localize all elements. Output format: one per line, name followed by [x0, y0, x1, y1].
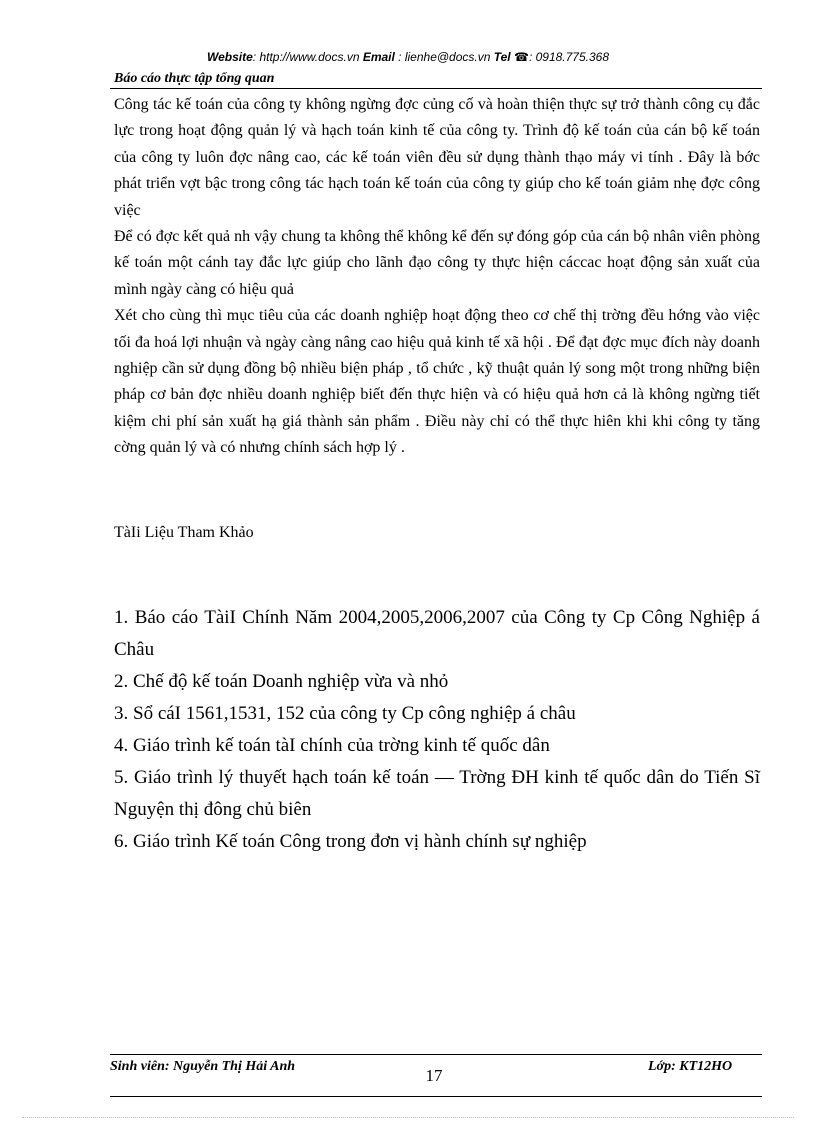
- report-title: Báo cáo thực tập tổng quan: [114, 71, 275, 86]
- references-title: TàIi Liệu Tham Khảo: [114, 524, 254, 541]
- reference-item-4: 4. Giáo trình kế toán tàI chính của trờng kinh tế quốc dân: [114, 735, 550, 756]
- page-number: 17: [425, 1066, 443, 1085]
- tel-label: Tel ☎: [493, 50, 529, 64]
- footer-class: Lớp: KT12HO: [648, 1059, 733, 1074]
- reference-item-3: 3. Sổ cáI 1561,1531, 152 của công ty Cp công nghiệp á châu: [114, 703, 576, 724]
- body-paragraph-3: Xét cho cùng thì mục tiêu của các doanh nghiệp hoạt động theo cơ chế thị trờng đều hớng vào việc tối đa hoá lợi nhuận và ngày càng nâng cao hiệu quả kinh tế xã hội . Để đạt đợc mục đích này doanh nghiệp cần sử dụng đồng bộ nhiều biện pháp , tổ chức , kỹ thuật quản lý song một trong những biện pháp cơ bản đợc nhiều doanh nghiệp biết đến thực hiện và có hiệu quả hơn cả là không ngừng tiết kiệm chi phí sản xuất hạ giá thành sản phẩm . Điều này chỉ có thể thực hiên khi khi công ty tăng cờng quản lý và có nhưng chính sách hợp lý .: [114, 307, 760, 457]
- footer-divider-bottom: [110, 1096, 762, 1097]
- email-label: Email: [362, 50, 395, 64]
- email-address: : lienhe@docs.vn: [394, 50, 494, 64]
- references-list: [114, 602, 760, 858]
- body-paragraph-1: Công tác kế toán của công ty không ngừng đợc củng cố và hoàn thiện thực sự trở thành công cụ đắc lực trong hoạt động quản lý và hạch toán kinh tế của công ty. Trình độ kế toán của cán bộ kế toán của công ty luôn đợc nâng cao, các kế toán viên đều sử dụng thành thạo máy vi tính . Đây là bớc phát triển vợt bậc trong công tác hạch toán kế toán của công ty giúp cho kế toán giảm nhẹ đợc công việc: [114, 96, 760, 219]
- footer-student-name: Sinh viên: Nguyễn Thị Hải Anh: [110, 1059, 296, 1074]
- reference-item-5: 5. Giáo trình lý thuyết hạch toán kế toán — Trờng ĐH kinh tế quốc dân do Tiến Sĩ Nguyện thị đông chủ biên: [114, 767, 760, 820]
- page-edge-dotted-line: [22, 1117, 794, 1118]
- footer-divider-top: [110, 1054, 762, 1055]
- reference-item-6: 6. Giáo trình Kế toán Công trong đơn vị hành chính sự nghiệp: [114, 831, 587, 852]
- body-text: [114, 92, 760, 462]
- website-label: Website: [206, 50, 253, 64]
- header-divider: [110, 88, 762, 89]
- reference-item-2: 2. Chế độ kế toán Doanh nghiệp vừa và nhỏ: [114, 671, 449, 692]
- website-url: : http://www.docs.vn: [252, 50, 363, 64]
- body-paragraph-2: Để có đợc kết quả nh vậy chung ta không thể không kể đến sự đóng góp của cán bộ nhân viên phòng kế toán một cánh tay đắc lực giúp cho lãnh đạo công ty thực hiện cáccac hoạt động sản xuất của mình ngày càng có hiệu quả: [114, 228, 760, 298]
- tel-number: : 0918.775.368: [528, 50, 610, 64]
- reference-item-1: 1. Báo cáo TàiI Chính Năm 2004,2005,2006,2007 của Công ty Cp Công Nghiệp á Châu: [114, 607, 760, 660]
- website-contact-line: [0, 50, 816, 64]
